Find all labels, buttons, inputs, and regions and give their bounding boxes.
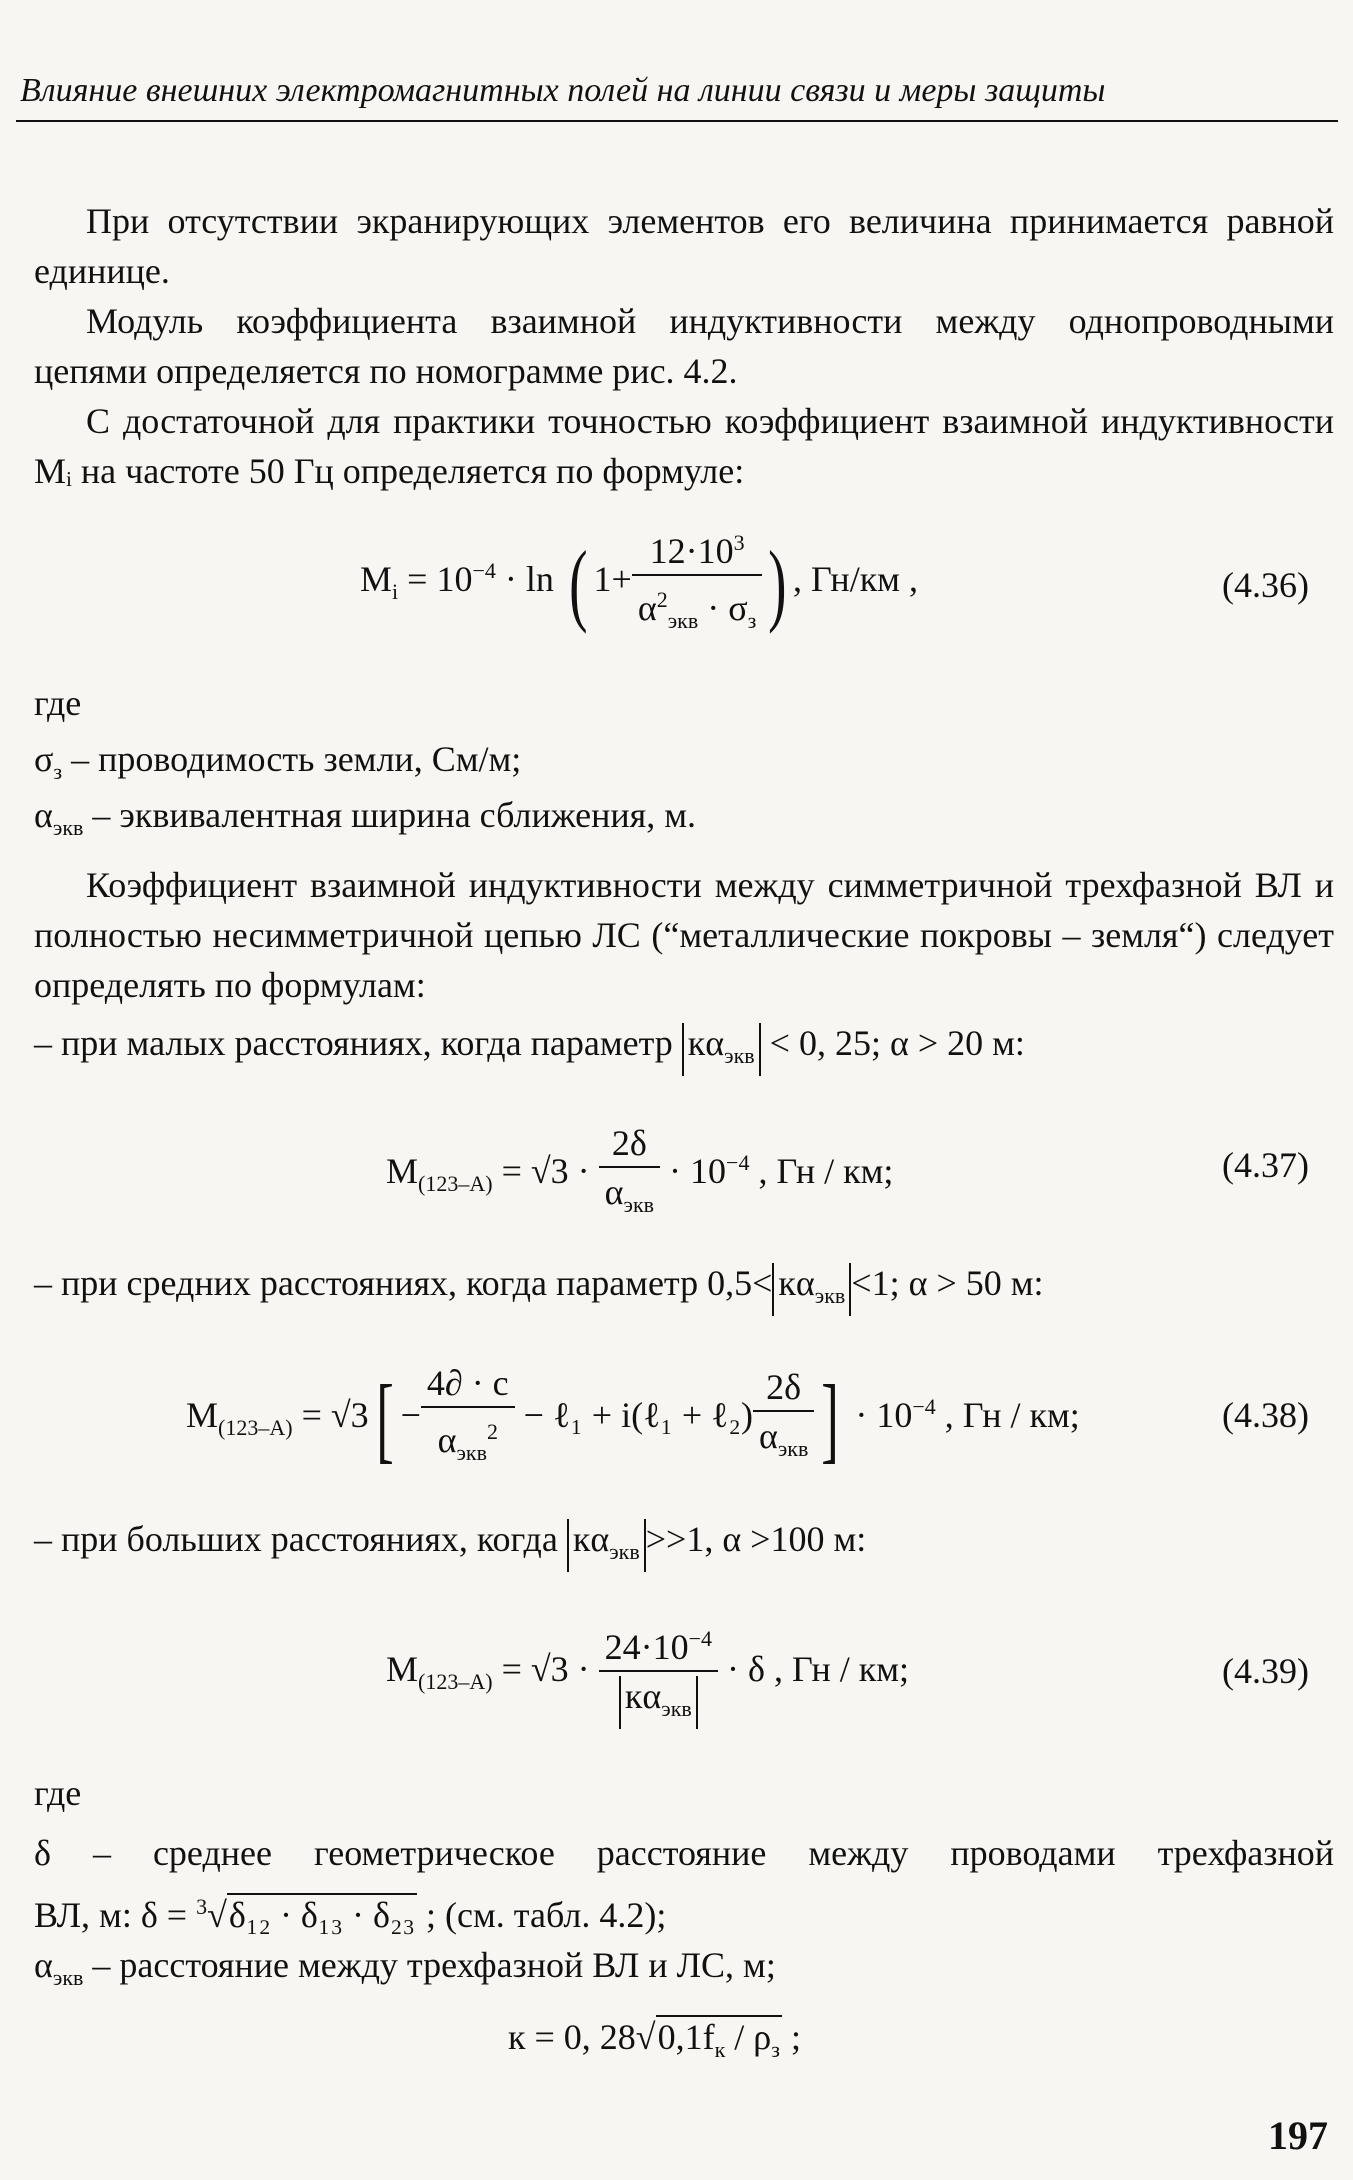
case2-bar-sub: экв [814,1283,846,1309]
eq439-tail: · δ , Гн / км; [718,1648,909,1689]
alpha2-symbol: α [34,1945,53,1985]
sigma-text: – проводимость земли, См/м; [62,739,522,779]
eq436-den-s-sub: з [747,608,757,634]
eq438-den1-sup: 2 [486,1419,498,1444]
eq436-lhs-sub: i [392,579,399,605]
eq438-lhs-sub: (123–A) [218,1415,293,1441]
eq438-den2-sub: экв [777,1436,809,1462]
eq439-fraction [599,1616,718,1729]
eqk-end: ; [781,2017,801,2057]
eq436-one-plus: 1+ [593,558,632,599]
paragraph-3: С достаточной для практики точностью коэффициент взаимной индуктивности Mᵢ на частоте 50 Гц определяется по формуле: [34,401,1334,491]
delta-definition-line1: δ – среднее геометрическое расстояние между проводами трехфазной [34,1833,1334,1873]
eq436-unit: , Гн/км , [792,558,918,599]
case1-text-b: < 0, 25; α > 20 м: [760,1023,1025,1063]
eq439-number: (4.39) [1222,1651,1309,1691]
case1-bar-content: кα [687,1023,725,1063]
eq439-den-sub: экв [661,1696,692,1722]
case2-bar-content: кα [778,1263,815,1303]
alpha-definition [34,790,696,853]
header-rule [16,120,1338,122]
delta-line2-b: ; (см. табл. 4.2); [417,1895,667,1935]
alpha-symbol: α [34,795,53,835]
alpha-sub: экв [52,815,84,841]
case1-abs [682,1023,761,1076]
eqk-root [656,2015,782,2070]
eq436-num-exp: 3 [733,530,745,555]
page-number: 197 [1268,2113,1328,2158]
eq438-rbracket: ] [821,1364,840,1472]
eq437-eq: = √3 · [492,1150,599,1191]
case2-text-b: <1; α > 50 м: [851,1263,1044,1303]
eq439-lhs-sub: (123–A) [418,1669,493,1695]
eq436-rparen: ) [768,531,787,634]
running-header: Влияние внешних электромагнитных полей на линии связи и меры защиты [20,72,1106,109]
eq438-eq: = √3 [292,1394,369,1435]
eq439-num: 24·10 [604,1627,689,1667]
eq437-tail-exp: −4 [726,1149,750,1175]
eq439-den-abs [619,1676,698,1729]
delta-root-sign: √ [207,1895,227,1935]
case1-bar-sub: экв [724,1043,755,1069]
eq438-tail: · 10 [846,1394,913,1435]
eq438-num1: 4∂ · c [421,1360,515,1408]
eq437-unit: , Гн / км; [749,1150,894,1191]
eq437-lhs: M [386,1150,419,1191]
eq436-den-a: α [637,588,657,628]
eqk-root-sub: к [714,2037,726,2063]
alpha-distance-definition [34,1940,776,2003]
eq438-lbracket: [ [375,1364,394,1472]
alpha-text: – эквивалентная ширина сближения, м. [83,795,696,835]
case2-abs [772,1263,851,1316]
eq438-den2: α [758,1416,778,1456]
delta-root: δ₁₂ · δ₁₃ · δ₂₃ [228,1895,416,1935]
eq437-den-sub: экв [623,1192,655,1218]
eq436-exp1: −4 [472,557,496,583]
case-large-distance [34,1514,866,1572]
eq438-den1-sub: экв [456,1440,487,1466]
delta-root-index: 3 [196,1894,208,1919]
eq436-body1: = 10 [398,558,473,599]
case3-bar-content: кα [572,1519,610,1559]
eqk-root-sign: √ [635,2017,656,2057]
eq438-tail-exp: −4 [912,1393,936,1419]
paragraph-2: Модуль коэффициента взаимной индуктивности между однопроводными цепями определяется по номограмме рис. 4.2. [34,301,1334,391]
eq436-den-dot: · σ [698,588,748,628]
case3-text-b: >>1, α >100 м: [645,1519,867,1559]
eq437-tail: · 10 [660,1150,727,1191]
eq439-den: кα [624,1676,662,1716]
delta-definition-line2 [34,1882,666,1940]
paragraph-1: При отсутствии экранирующих элементов его величина принимается равной единице. [34,201,1334,291]
paragraph-4: Коэффициент взаимной индуктивности между симметричной трехфазной ВЛ и полностью несимметричной цепью ЛС (“металлические покровы – земля“) следует определять по формулам: [34,865,1334,1005]
eq436-den-a-sub: экв [667,608,699,634]
alpha2-text: – расстояние между трехфазной ВЛ и ЛС, м; [83,1945,776,1985]
sigma-definition [34,734,521,797]
eq436-body2: · ln [495,558,554,599]
eq437-lhs-sub: (123–A) [418,1171,493,1197]
case3-text-a: – при больших расстояниях, когда [34,1519,567,1559]
eq439-num-exp: −4 [688,1626,713,1651]
equation-k [508,2012,801,2070]
eq439-lhs: M [386,1648,419,1689]
eq438-fraction-1 [421,1360,515,1477]
eq436-fraction [632,520,763,645]
case-medium-distance [34,1258,1044,1316]
case2-text-a: – при средних расстояниях, когда параметр 0,5< [34,1263,773,1303]
sigma-sub: з [53,759,63,785]
case3-bar-sub: экв [609,1539,640,1565]
equation-4-37 [386,1120,893,1229]
eq436-num: 12·10 [649,531,734,571]
eq438-unit: , Гн / км; [935,1394,1080,1435]
case-small-distance [34,1018,1025,1076]
eq437-fraction [599,1120,660,1229]
eq438-mid: − ℓ₁ + i(ℓ₁ + ℓ₂) [514,1394,753,1435]
where-label-1: где [34,683,82,723]
equation-4-38 [186,1360,1080,1477]
eq436-den-a-sup: 2 [656,587,668,612]
eqk-root-body: 0,1f [657,2017,715,2057]
eqk-root-tail-sub: з [771,2037,780,2063]
eq437-num: 2δ [599,1120,660,1168]
eq438-den1: α [437,1420,457,1460]
case1-text-a: – при малых расстояниях, когда параметр [34,1023,682,1063]
sigma-symbol: σ [34,739,54,779]
eqk-root-tail: / ρ [725,2017,772,2057]
eq438-minus: − [400,1394,421,1435]
delta-line2-a: ВЛ, м: δ = [34,1895,197,1935]
where-label-2: где [34,1773,82,1813]
eqk-lhs: к = 0, 28 [508,2017,636,2057]
eq436-lparen: ( [569,531,588,634]
eq438-fraction-2 [753,1364,814,1473]
eq437-number: (4.37) [1222,1145,1309,1185]
eq437-den: α [604,1172,624,1212]
eq438-lhs: M [186,1394,219,1435]
eq438-number: (4.38) [1222,1395,1309,1435]
equation-4-36 [360,520,918,645]
eq436-number: (4.36) [1222,565,1309,605]
equation-4-39 [386,1616,909,1729]
alpha2-sub: экв [52,1965,84,1991]
case3-abs [567,1519,646,1572]
eq438-num2: 2δ [753,1364,814,1412]
eq439-eq: = √3 · [492,1648,599,1689]
eq436-lhs: M [360,558,393,599]
